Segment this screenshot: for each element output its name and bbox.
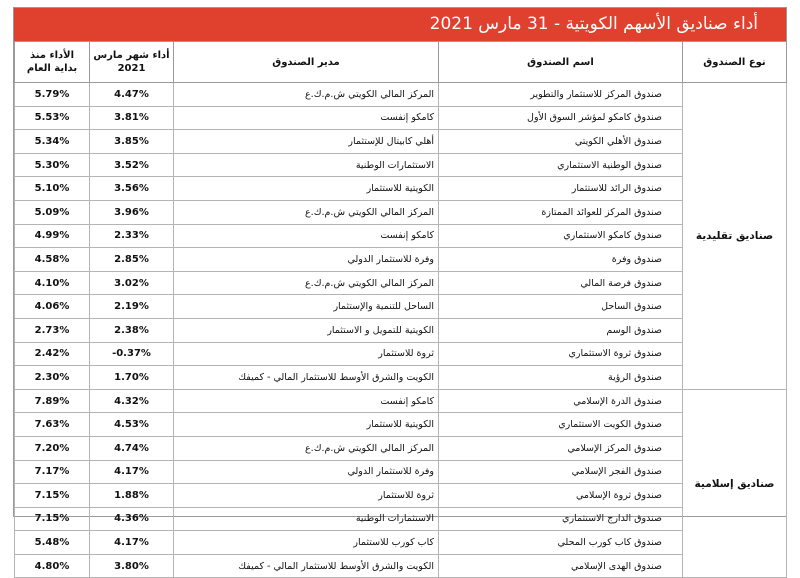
march-cell: 2.38%	[90, 318, 174, 342]
ytd-cell: 5.10%	[15, 177, 90, 201]
table-row	[15, 318, 787, 342]
fund-name-cell: صندوق الدارج الاستثماري	[439, 507, 683, 531]
ytd-cell: 7.17%	[15, 460, 90, 484]
table-row	[15, 413, 787, 437]
ytd-cell: 4.99%	[15, 224, 90, 248]
ytd-cell: 4.58%	[15, 248, 90, 272]
table-row	[15, 460, 787, 484]
manager-cell: المركز المالي الكويتي ش.م.ك.ع	[174, 271, 439, 295]
march-cell: 4.17%	[90, 531, 174, 555]
header-manager: مدير الصندوق	[174, 42, 439, 83]
table-row	[15, 248, 787, 272]
fund-name-cell: صندوق المركز للعوائد الممتازة	[439, 200, 683, 224]
fund-name-cell: صندوق المركز للاستثمار والتطوير	[439, 83, 683, 107]
header-fund-name: اسم الصندوق	[439, 42, 683, 83]
march-cell: 4.47%	[90, 83, 174, 107]
march-cell: 4.17%	[90, 460, 174, 484]
table-row	[15, 366, 787, 390]
ytd-cell: 7.15%	[15, 507, 90, 531]
ytd-cell: 2.73%	[15, 318, 90, 342]
table-row	[15, 271, 787, 295]
manager-cell: الكويت والشرق الأوسط للاستثمار المالي - كميفك	[174, 554, 439, 578]
march-cell: 2.33%	[90, 224, 174, 248]
fund-name-cell: صندوق الوطنية الاستثماري	[439, 153, 683, 177]
fund-name-cell: صندوق الدرة الإسلامي	[439, 389, 683, 413]
ytd-cell: 2.30%	[15, 366, 90, 390]
ytd-cell: 5.34%	[15, 130, 90, 154]
manager-cell: المركز المالي الكويتي ش.م.ك.ع	[174, 436, 439, 460]
manager-cell: الاستثمارات الوطنية	[174, 153, 439, 177]
table-row	[15, 106, 787, 130]
march-cell: 2.85%	[90, 248, 174, 272]
fund-type-cell: صناديق تقليدية	[683, 83, 787, 390]
march-cell: 1.70%	[90, 366, 174, 390]
table-row	[15, 554, 787, 578]
fund-name-cell: صندوق ثروة الإسلامي	[439, 484, 683, 508]
manager-cell: كامكو إنفست	[174, 224, 439, 248]
table-row	[15, 507, 787, 531]
fund-name-cell: صندوق المركز الإسلامي	[439, 436, 683, 460]
fund-name-cell: صندوق الساحل	[439, 295, 683, 319]
fund-name-cell: صندوق كامكو لمؤشر السوق الأول	[439, 106, 683, 130]
march-cell: 3.85%	[90, 130, 174, 154]
fund-name-cell: صندوق كاب كورب المحلي	[439, 531, 683, 555]
fund-name-cell: صندوق الكويت الاستثماري	[439, 413, 683, 437]
march-cell: 3.56%	[90, 177, 174, 201]
fund-name-cell: صندوق الرائد للاستثمار	[439, 177, 683, 201]
march-cell: 3.52%	[90, 153, 174, 177]
table-row	[15, 531, 787, 555]
fund-name-cell: صندوق ثروة الاستثماري	[439, 342, 683, 366]
header-march: أداء شهر مارس 2021	[90, 42, 174, 83]
march-cell: -0.37%	[90, 342, 174, 366]
ytd-cell: 7.20%	[15, 436, 90, 460]
march-cell: 3.96%	[90, 200, 174, 224]
table-row	[15, 130, 787, 154]
manager-cell: وفرة للاستثمار الدولي	[174, 460, 439, 484]
manager-cell: ثروة للاستثمار	[174, 484, 439, 508]
ytd-cell: 7.15%	[15, 484, 90, 508]
header-row	[15, 42, 787, 83]
fund-name-cell: صندوق الفجر الإسلامي	[439, 460, 683, 484]
table-row	[15, 224, 787, 248]
manager-cell: المركز المالي الكويتي ش.م.ك.ع	[174, 200, 439, 224]
header-ytd: الأداء منذ بداية العام	[15, 42, 90, 83]
ytd-cell: 4.80%	[15, 554, 90, 578]
table-row	[15, 153, 787, 177]
ytd-cell: 4.06%	[15, 295, 90, 319]
fund-name-cell: صندوق فرصة المالي	[439, 271, 683, 295]
table-row	[15, 83, 787, 107]
manager-cell: الاستثمارات الوطنية	[174, 507, 439, 531]
manager-cell: الكويتية للاستثمار	[174, 177, 439, 201]
manager-cell: الكويتية للاستثمار	[174, 413, 439, 437]
manager-cell: الساحل للتنمية والإستثمار	[174, 295, 439, 319]
fund-name-cell: صندوق الأهلي الكويتي	[439, 130, 683, 154]
fund-name-cell: صندوق الوسم	[439, 318, 683, 342]
march-cell: 3.02%	[90, 271, 174, 295]
table-row	[15, 389, 787, 413]
fund-name-cell: صندوق الهدى الإسلامي	[439, 554, 683, 578]
march-cell: 3.80%	[90, 554, 174, 578]
march-cell: 4.53%	[90, 413, 174, 437]
march-cell: 4.36%	[90, 507, 174, 531]
ytd-cell: 7.89%	[15, 389, 90, 413]
fund-name-cell: صندوق الرؤية	[439, 366, 683, 390]
fund-name-cell: صندوق وفرة	[439, 248, 683, 272]
table-row	[15, 177, 787, 201]
manager-cell: ثروة للاستثمار	[174, 342, 439, 366]
ytd-cell: 4.10%	[15, 271, 90, 295]
march-cell: 4.32%	[90, 389, 174, 413]
ytd-cell: 5.30%	[15, 153, 90, 177]
manager-cell: المركز المالي الكويتي ش.م.ك.ع	[174, 83, 439, 107]
table-title: أداء صناديق الأسهم الكويتية - 31 مارس 2021	[14, 8, 786, 41]
manager-cell: كاب كورب للاستثمار	[174, 531, 439, 555]
ytd-cell: 5.09%	[15, 200, 90, 224]
march-cell: 2.19%	[90, 295, 174, 319]
table-row	[15, 295, 787, 319]
funds-table	[14, 41, 787, 578]
fund-name-cell: صندوق كامكو الاستثماري	[439, 224, 683, 248]
manager-cell: أهلي كابيتال للإستثمار	[174, 130, 439, 154]
manager-cell: كامكو إنفست	[174, 106, 439, 130]
manager-cell: وفرة للاستثمار الدولي	[174, 248, 439, 272]
manager-cell: الكويت والشرق الأوسط للاستثمار المالي - كميفك	[174, 366, 439, 390]
ytd-cell: 7.63%	[15, 413, 90, 437]
march-cell: 1.88%	[90, 484, 174, 508]
ytd-cell: 2.42%	[15, 342, 90, 366]
table-row	[15, 484, 787, 508]
manager-cell: الكويتية للتمويل و الاستثمار	[174, 318, 439, 342]
table-row	[15, 342, 787, 366]
table-row	[15, 436, 787, 460]
march-cell: 3.81%	[90, 106, 174, 130]
funds-performance-table-card	[13, 7, 787, 572]
header-fund-type: نوع الصندوق	[683, 42, 787, 83]
ytd-cell: 5.53%	[15, 106, 90, 130]
ytd-cell: 5.48%	[15, 531, 90, 555]
march-cell: 4.74%	[90, 436, 174, 460]
manager-cell: كامكو إنفست	[174, 389, 439, 413]
ytd-cell: 5.79%	[15, 83, 90, 107]
table-row	[15, 200, 787, 224]
fund-type-cell: صناديق إسلامية	[683, 389, 787, 578]
